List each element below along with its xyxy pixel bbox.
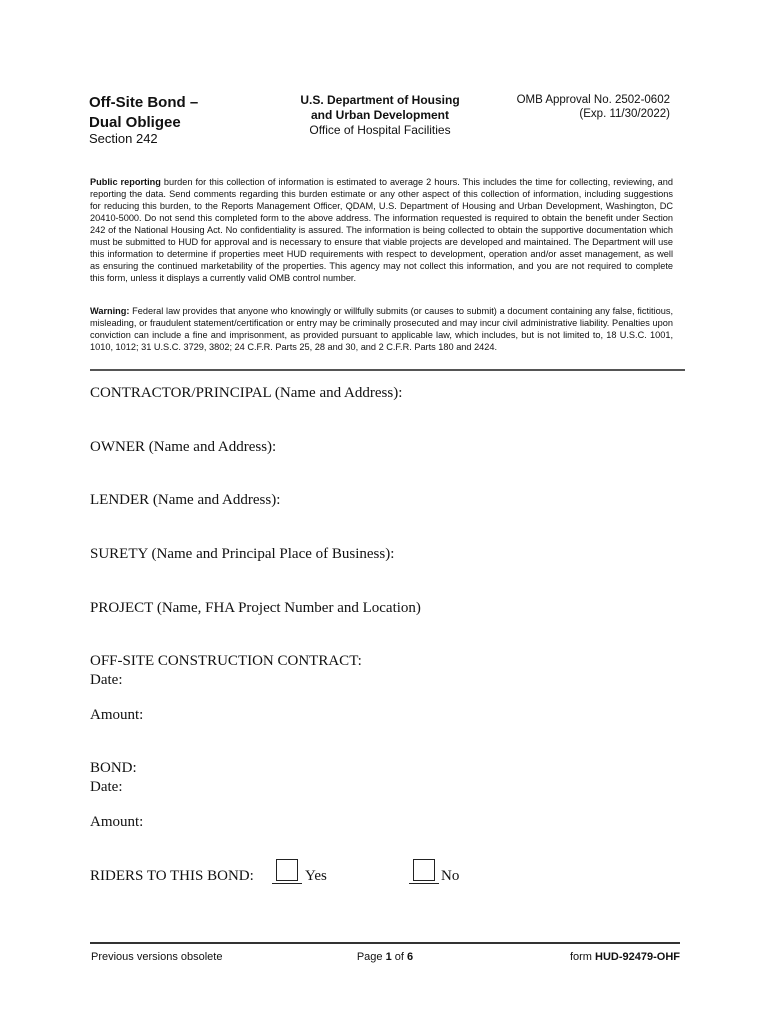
agency-line1: U.S. Department of Housing — [300, 93, 460, 107]
yes-underline — [272, 883, 302, 884]
bond-date-label: Date: — [90, 779, 123, 795]
footer-previous-versions: Previous versions obsolete — [91, 951, 223, 963]
omb-block — [490, 93, 670, 121]
lender-label: LENDER (Name and Address): — [90, 492, 281, 508]
agency-line2: and Urban Development — [310, 108, 450, 122]
surety-label: SURETY (Name and Principal Place of Business): — [90, 546, 395, 562]
project-label: PROJECT (Name, FHA Project Number and Location) — [90, 600, 421, 616]
omb-approval: OMB Approval No. 2502-0602 — [516, 94, 670, 106]
no-checkbox[interactable] — [413, 859, 435, 881]
form-title-line2: Dual Obligee — [89, 114, 181, 131]
burden-text: burden for this collection of information is estimated to average 2 hours. This includes the time for collecting, reviewing, and reporting the data. Send comments regarding this burden estimate or any other aspect of this collection of information, including suggestions for reducing this burden, to the Reports Management Officer, QDAM, U.S. Department of Housing and Urban Development, Washington, DC 20410-5000. Do not send this completed form to the above address. The information requested is required to obtain the benefit under Section 242 of the National Housing Act. No confidentiality is assured. The information is being collected to obtain the supportive documentation which must be submitted to HUD for approval and is necessary to ensure that viable projects are developed and maintained. The Department will use this information to determine if properties meet HUD requirements with respect to development, operation and/or asset management, as well as ensuring the continued marketability of the properties. This agency may not collect this information, and you are not required to complete this form, unless it displays a currently valid OMB control number. — [90, 177, 673, 283]
footer-divider — [90, 942, 680, 944]
footer-page-number — [320, 951, 450, 963]
riders-label: RIDERS TO THIS BOND: — [90, 868, 254, 884]
contract-amount-label: Amount: — [90, 707, 144, 723]
form-prefix: form — [569, 951, 596, 963]
contract-heading: OFF-SITE CONSTRUCTION CONTRACT: — [90, 653, 362, 669]
yes-checkbox[interactable] — [276, 859, 298, 881]
burden-lead: Public reporting — [90, 177, 161, 187]
header-divider — [90, 369, 685, 371]
owner-label: OWNER (Name and Address): — [90, 439, 277, 455]
form-title — [89, 93, 269, 133]
page-current: 1 — [385, 951, 392, 963]
agency-line3: Office of Hospital Facilities — [309, 123, 451, 137]
no-underline — [409, 883, 439, 884]
form-number: HUD-92479-OHF — [595, 951, 680, 963]
bond-heading: BOND: — [90, 760, 137, 776]
agency-block — [280, 93, 480, 138]
warning-lead: Warning: — [90, 306, 130, 316]
contractor-label: CONTRACTOR/PRINCIPAL (Name and Address): — [90, 385, 403, 401]
page-total: 6 — [407, 951, 414, 963]
bond-amount-label: Amount: — [90, 814, 144, 830]
burden-statement — [90, 176, 673, 284]
no-label: No — [441, 868, 460, 884]
footer-form-id — [520, 951, 680, 963]
warning-text: Federal law provides that anyone who knowingly or willfully submits (or causes to submit) a document containing any false, fictitious, misleading, or fraudulent statement/certification or entry may be criminally prosecuted and may incur civil administrative liability. Penalties upon conviction can include a fine and imprisonment, as provided pursuant to applicable law, which includes, but is not limited to, 18 U.S.C. 1001, 1010, 1012; 31 U.S.C. 3729, 3802; 24 C.F.R. Parts 25, 28 and 30, and 2 C.F.R. Parts 180 and 2424. — [90, 306, 673, 352]
omb-expiration: (Exp. 11/30/2022) — [579, 108, 670, 120]
section-label: Section 242 — [89, 131, 158, 146]
page-of: of — [391, 951, 408, 963]
contract-date-label: Date: — [90, 672, 123, 688]
yes-label: Yes — [305, 868, 327, 884]
form-title-line1: Off-Site Bond – — [89, 94, 199, 111]
page-prefix: Page — [356, 951, 386, 963]
warning-statement — [90, 305, 673, 353]
